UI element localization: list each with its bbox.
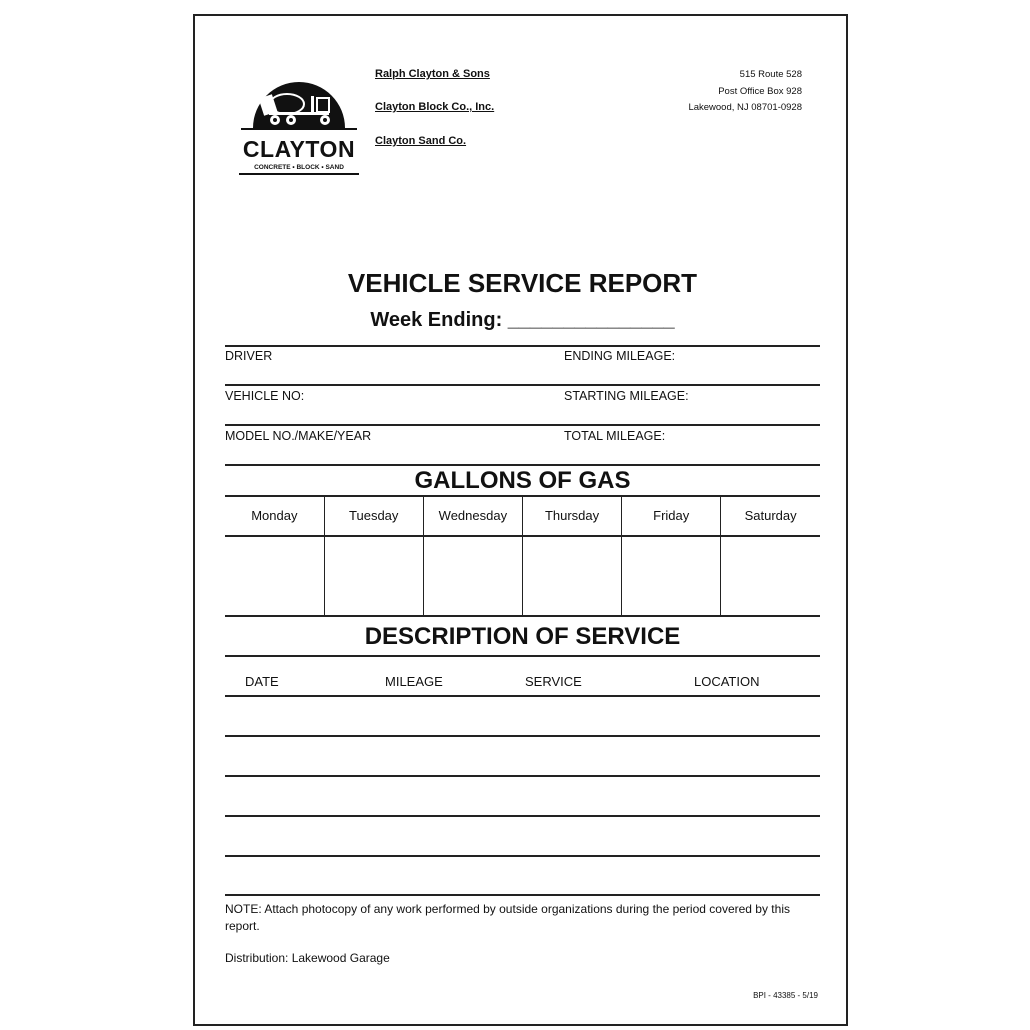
service-section-title: DESCRIPTION OF SERVICE — [364, 623, 681, 650]
gas-cell-friday[interactable] — [622, 536, 721, 616]
service-line[interactable] — [225, 855, 820, 857]
model-line[interactable] — [225, 464, 820, 466]
company-clayton-sand: Clayton Sand Co. — [375, 135, 467, 147]
day-header-thursday: Thursday — [522, 496, 621, 536]
gas-cell-saturday[interactable] — [721, 536, 820, 616]
day-header-wednesday: Wednesday — [423, 496, 522, 536]
total-mileage-label: TOTAL MILEAGE: — [564, 429, 666, 443]
company-address — [688, 67, 802, 117]
distribution-text: Distribution: Lakewood Garage — [225, 951, 390, 965]
col-mileage: MILEAGE — [385, 674, 443, 689]
form-code: BPI - 43385 - 5/19 — [753, 991, 818, 1000]
col-service: SERVICE — [525, 674, 582, 689]
address-line: 515 Route 528 — [739, 69, 802, 80]
address-line: Post Office Box 928 — [718, 85, 802, 97]
clayton-logo — [239, 66, 359, 186]
service-line — [225, 695, 820, 697]
gas-cell-wednesday[interactable] — [423, 536, 522, 616]
service-line[interactable] — [225, 735, 820, 737]
driver-line[interactable] — [225, 384, 820, 386]
truck-logo-icon — [239, 66, 359, 134]
gas-cell-monday[interactable] — [225, 536, 324, 616]
gas-section-title: GALLONS OF GAS — [414, 467, 631, 494]
day-header-tuesday: Tuesday — [324, 496, 423, 536]
week-ending-field[interactable]: Week Ending: _______________ — [370, 309, 675, 331]
ending-mileage-label: ENDING MILEAGE: — [564, 349, 676, 363]
logo-name: CLAYTON — [242, 136, 356, 162]
logo-tagline: CONCRETE • BLOCK • SAND — [239, 164, 359, 175]
vehicle-line[interactable] — [225, 424, 820, 426]
gas-header-row — [225, 496, 820, 536]
note-text: NOTE: Attach photocopy of any work performed by outside organizations during the period covered by this report. — [225, 902, 790, 933]
driver-label: DRIVER — [225, 349, 273, 363]
divider — [225, 345, 820, 347]
address-line: Lakewood, NJ 08701-0928 — [688, 102, 802, 113]
col-date: DATE — [245, 674, 279, 689]
starting-mileage-label: STARTING MILEAGE: — [564, 389, 689, 403]
gas-table — [225, 496, 820, 616]
service-line[interactable] — [225, 894, 820, 896]
gas-cell-tuesday[interactable] — [324, 536, 423, 616]
gas-cell-thursday[interactable] — [522, 536, 621, 616]
day-header-friday: Friday — [622, 496, 721, 536]
company-ralph-clayton: Ralph Clayton & Sons — [375, 68, 490, 80]
divider — [225, 615, 820, 617]
day-header-saturday: Saturday — [721, 496, 820, 536]
gas-entry-row — [225, 536, 820, 616]
company-clayton-block: Clayton Block Co., Inc. — [375, 101, 495, 113]
day-header-monday: Monday — [225, 496, 324, 536]
service-line[interactable] — [225, 815, 820, 817]
divider — [225, 655, 820, 657]
vehicle-no-label: VEHICLE NO: — [225, 389, 305, 403]
report-title: VEHICLE SERVICE REPORT — [347, 268, 698, 298]
col-location: LOCATION — [694, 674, 760, 689]
model-label: MODEL NO./MAKE/YEAR — [225, 429, 372, 443]
service-line[interactable] — [225, 775, 820, 777]
report-sheet — [193, 14, 848, 1026]
